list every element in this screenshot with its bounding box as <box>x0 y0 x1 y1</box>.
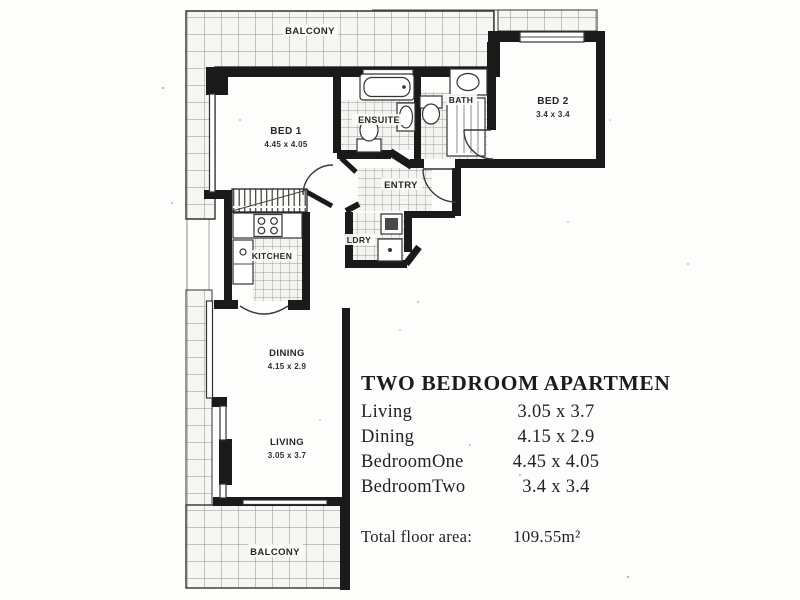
kitchen-floor <box>253 237 302 301</box>
bed1-dims: 4.45 x 4.05 <box>264 140 308 149</box>
ensuite-label: ENSUITE <box>358 115 400 125</box>
window-living-west-lower <box>220 484 226 498</box>
bed1-label: BED 1 <box>270 126 302 137</box>
total-area-label: Total floor area: <box>361 527 473 546</box>
summary-row-name: BedroomOne <box>361 452 464 472</box>
balcony-bottom-label: BALCONY <box>250 547 300 558</box>
stove <box>254 215 282 237</box>
bed2-label: BED 2 <box>537 96 569 107</box>
dining-label: DINING <box>269 348 305 359</box>
summary-row-size: 4.15 x 2.9 <box>517 427 595 447</box>
dining-dims: 4.15 x 2.9 <box>267 362 307 371</box>
window-living-west-upper <box>220 406 226 440</box>
shower <box>447 98 485 156</box>
window-dining-west <box>207 301 213 398</box>
summary-row-name: Dining <box>361 427 415 447</box>
living-dims: 3.05 x 3.7 <box>267 451 307 460</box>
summary-row-size: 3.4 x 3.4 <box>522 477 590 497</box>
total-area-value: 109.55m² <box>513 527 581 546</box>
summary-row-size: 4.45 x 4.05 <box>512 452 600 472</box>
laundry-label: LDRY <box>346 235 372 245</box>
bed2-dims: 3.4 x 3.4 <box>536 110 570 119</box>
living-label: LIVING <box>269 437 305 448</box>
balcony-top-label: BALCONY <box>285 26 335 37</box>
bath-toilet <box>423 104 440 124</box>
summary-title: TWO BEDROOM APARTMEN <box>361 371 671 395</box>
window-bed1-west <box>210 94 216 192</box>
summary-row-name: BedroomTwo <box>361 477 466 497</box>
bed1-wardrobe <box>232 189 307 212</box>
summary-row-size: 3.05 x 3.7 <box>517 402 595 422</box>
bath-label: BATH <box>448 95 474 105</box>
entry-label: ENTRY <box>384 180 418 191</box>
kitchen-label: KITCHEN <box>251 251 293 261</box>
kitchen-sink-unit <box>233 240 253 284</box>
window-living-south <box>243 500 327 505</box>
summary-row-name: Living <box>361 402 413 422</box>
bath-basin <box>457 74 479 91</box>
